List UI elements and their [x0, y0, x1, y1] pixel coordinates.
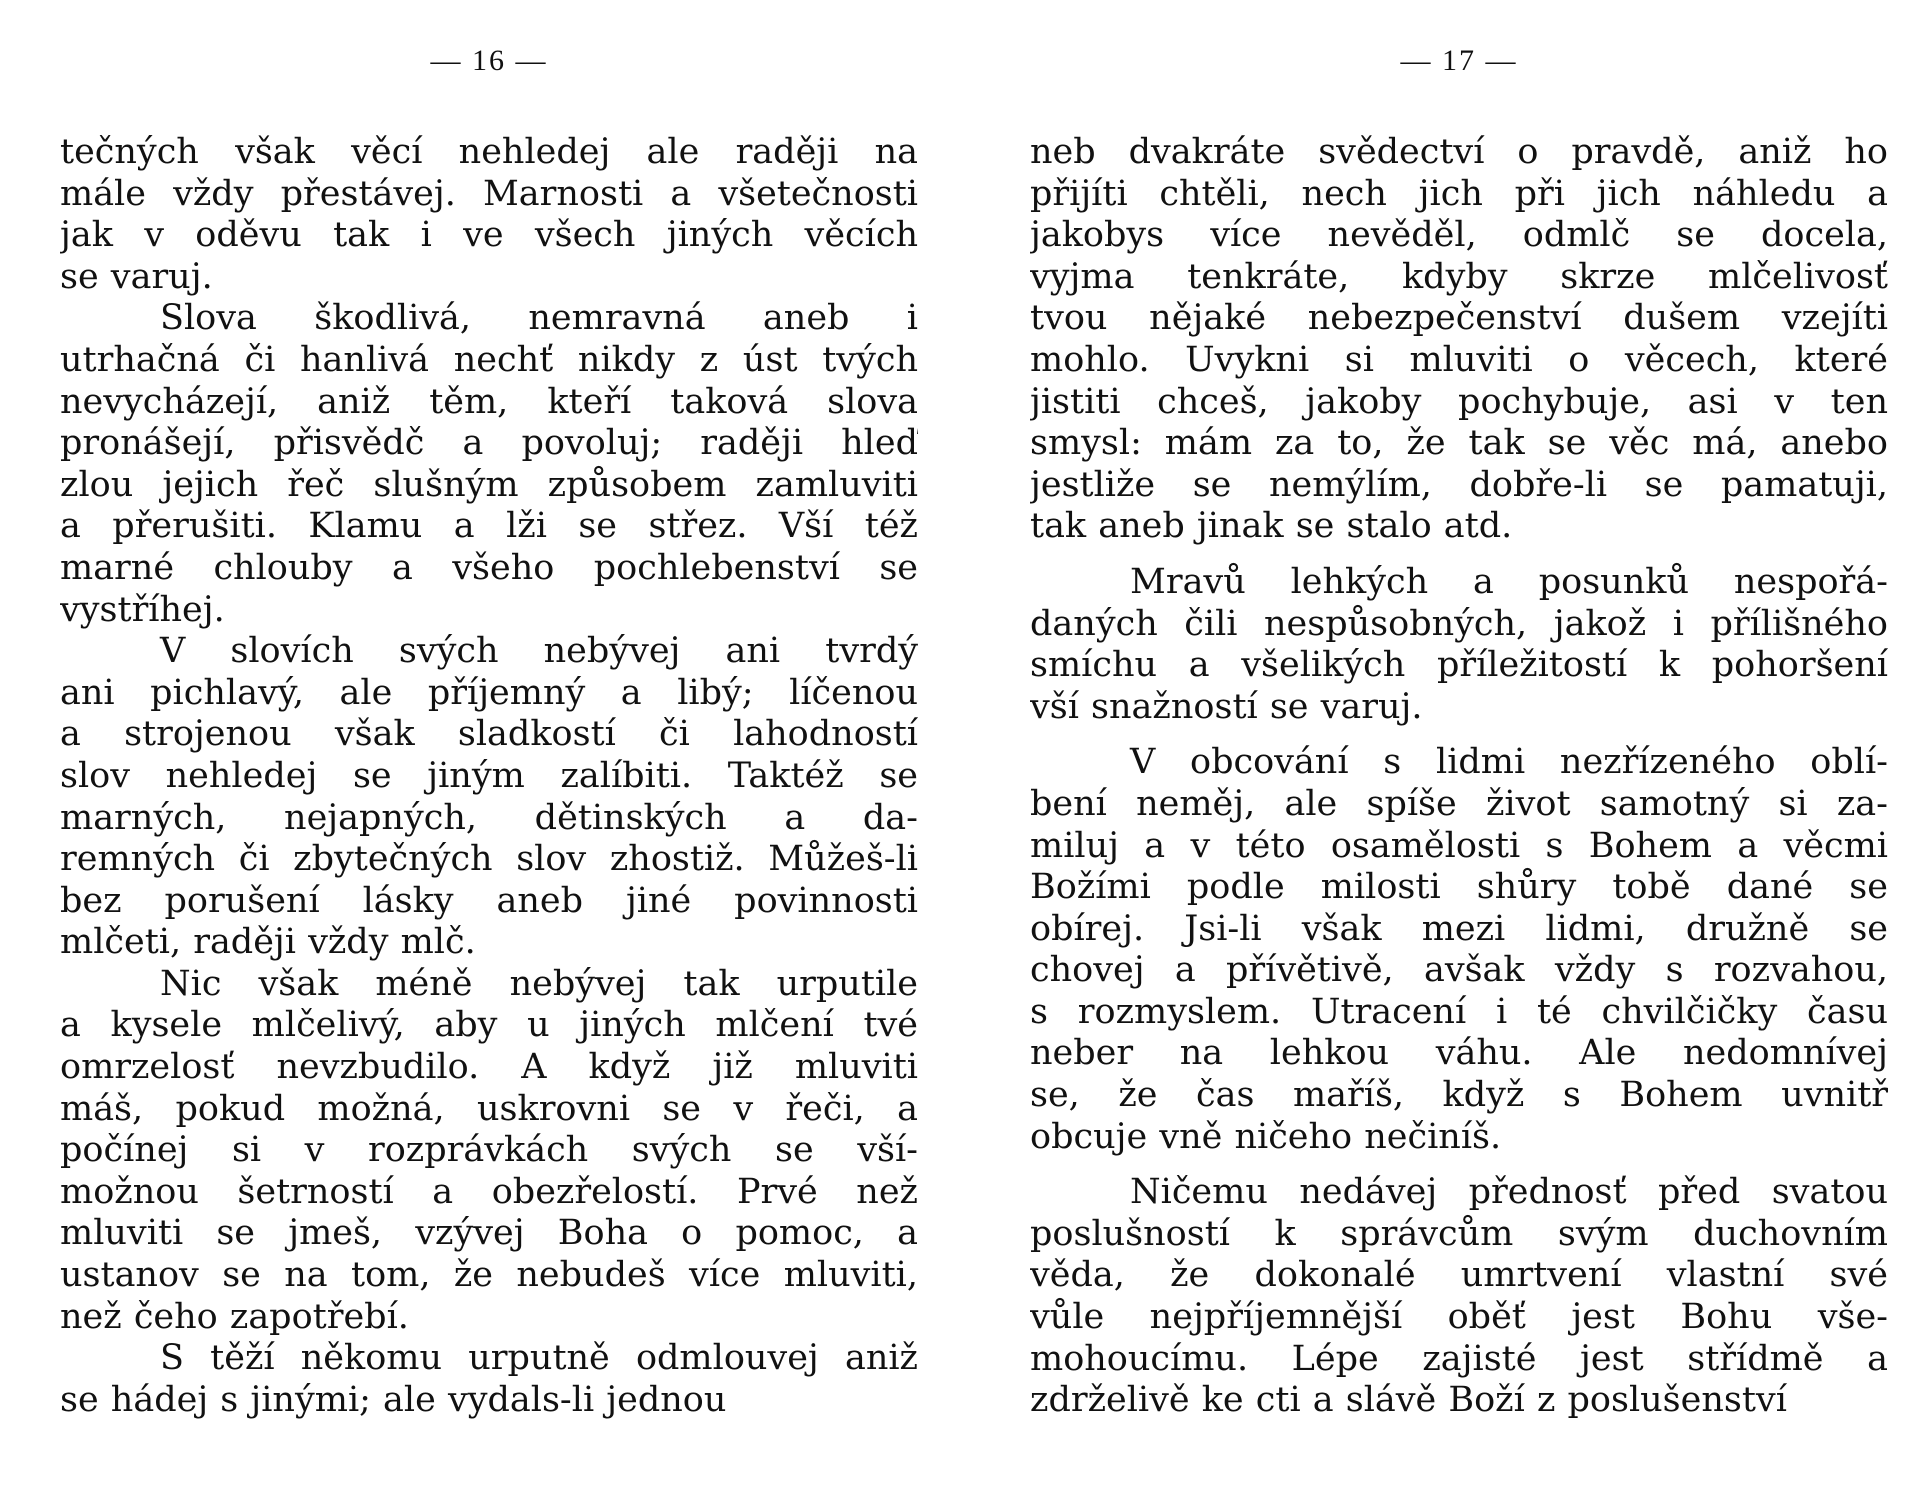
text-line: vystříhej. — [60, 589, 225, 630]
right-page-text — [1030, 132, 1888, 1422]
text-line: Slova škodlivá, nemravná aneb i — [160, 298, 918, 339]
text-line: bení neměj, ale spíše život samotný si za- — [1030, 783, 1888, 824]
paragraph — [1030, 562, 1888, 728]
text-line: S těží někomu urputně odmlouvej aniž — [160, 1338, 918, 1379]
text-line: marných, nejapných, dětinských a da- — [60, 797, 918, 838]
text-line: neber na lehkou váhu. Ale nedomnívej — [1030, 1033, 1888, 1074]
text-line: jak v oděvu tak i ve všech jiných věcích — [60, 215, 918, 256]
paragraph — [1030, 132, 1888, 548]
left-page — [60, 0, 918, 1500]
text-line: než čeho zapotřebí. — [60, 1296, 409, 1337]
text-line: mohlo. Uvykni si mluviti o věcech, které — [1030, 339, 1888, 380]
text-line: V slovích svých nebývej ani tvrdý — [160, 631, 918, 672]
left-page-text — [60, 132, 918, 1421]
text-line: smysl: mám za to, že tak se věc má, anebo — [1030, 423, 1888, 464]
text-line: miluj a v této osamělosti s Bohem a věcmi — [1030, 825, 1888, 866]
text-line: chovej a přívětivě, avšak vždy s rozvahou, — [1030, 950, 1888, 991]
paragraph — [1030, 742, 1888, 1158]
text-line: přijíti chtěli, nech jich při jich náhledu a — [1030, 173, 1888, 214]
right-page-number: — 17 — — [1400, 44, 1518, 77]
text-line: slov nehledej se jiným zalíbiti. Taktéž se — [60, 755, 918, 796]
text-line: V obcování s lidmi nezřízeného oblí- — [1130, 742, 1888, 783]
text-line: a strojenou však sladkostí či lahodností — [60, 714, 918, 755]
text-line: máš, pokud možná, uskrovni se v řeči, a — [60, 1088, 918, 1129]
text-line: utrhačná či hanlivá nechť nikdy z úst tvých — [60, 339, 918, 380]
text-line: smíchu a všelikých příležitostí k pohoršení — [1030, 645, 1888, 686]
paragraph — [60, 1338, 918, 1421]
text-line: Božími podle milosti shůry tobě dané se — [1030, 867, 1888, 908]
left-page-number: — 16 — — [430, 44, 548, 77]
text-line: počínej si v rozprávkách svých se vší- — [60, 1130, 918, 1171]
text-line: se hádej s jinými; ale vydals-li jednou — [60, 1379, 727, 1420]
paragraph-gap — [1030, 548, 1888, 562]
text-line: věda, že dokonalé umrtvení vlastní své — [1030, 1255, 1888, 1296]
text-line: tečných však věcí nehledej ale raději na — [60, 132, 918, 172]
text-line: s rozmyslem. Utracení i té chvilčičky času — [1030, 991, 1888, 1032]
paragraph — [60, 298, 918, 631]
text-line: se, že čas maříš, když s Bohem uvnitř — [1030, 1075, 1888, 1116]
text-line: jistiti chceš, jakoby pochybuje, asi v ten — [1030, 381, 1888, 422]
text-line: vší snažností se varuj. — [1030, 686, 1423, 727]
text-line: se varuj. — [60, 256, 213, 297]
paragraph — [60, 631, 918, 964]
text-line: tak aneb jinak se stalo atd. — [1030, 506, 1513, 547]
text-line: tvou nějaké nebezpečenství dušem vzejíti — [1030, 298, 1888, 339]
text-line: bez porušení lásky aneb jiné povinnosti — [60, 880, 918, 921]
text-line: možnou šetrností a obezřelostí. Prvé než — [60, 1171, 918, 1212]
paragraph — [1030, 1172, 1888, 1422]
text-line: Nic však méně nebývej tak urputile — [160, 963, 918, 1004]
text-line: obcuje vně ničeho nečiníš. — [1030, 1116, 1502, 1157]
text-line: a kysele mlčelivý, aby u jiných mlčení tvé — [60, 1005, 918, 1046]
text-line: vyjma tenkráte, kdyby skrze mlčelivosť — [1030, 256, 1888, 297]
text-line: mluviti se jmeš, vzývej Boha o pomoc, a — [60, 1213, 918, 1254]
text-line: mále vždy přestávej. Marnosti a všetečnosti — [60, 173, 918, 214]
text-line: zlou jejich řeč slušným způsobem zamluviti — [60, 464, 918, 505]
paragraph — [60, 132, 918, 298]
text-line: nevycházejí, aniž těm, kteří taková slova — [60, 381, 918, 422]
text-line: mlčeti, raději vždy mlč. — [60, 922, 476, 963]
paragraph — [60, 964, 918, 1338]
text-line: jakobys více nevěděl, odmlč se docela, — [1030, 215, 1888, 256]
text-line: Mravů lehkých a posunků nespořá- — [1130, 561, 1888, 602]
paragraph-gap — [1030, 728, 1888, 742]
text-line: daných čili nespůsobných, jakož i přílišného — [1030, 603, 1888, 644]
text-line: omrzelosť nevzbudilo. A když již mluviti — [60, 1047, 918, 1088]
text-line: obírej. Jsi-li však mezi lidmi, družně se — [1030, 908, 1888, 949]
text-line: zdrželivě ke cti a slávě Boží z poslušenství — [1030, 1380, 1787, 1421]
text-line: jestliže se nemýlím, dobře-li se pamatuji, — [1030, 464, 1888, 505]
text-line: remných či zbytečných slov zhostiž. Můžeš-li — [60, 839, 918, 880]
text-line: mohoucímu. Lépe zajisté jest střídmě a — [1030, 1338, 1888, 1379]
text-line: ustanov se na tom, že nebudeš více mluviti, — [60, 1255, 918, 1296]
text-line: neb dvakráte svědectví o pravdě, aniž ho — [1030, 132, 1888, 172]
text-line: pronášejí, přisvědč a povoluj; raději hleď — [60, 423, 918, 464]
text-line: a přerušiti. Klamu a lži se střez. Vší též — [60, 506, 918, 547]
text-line: Ničemu nedávej přednosť před svatou — [1130, 1172, 1888, 1213]
paragraph-gap — [1030, 1158, 1888, 1172]
text-line: marné chlouby a všeho pochlebenství se — [60, 547, 918, 588]
text-line: ani pichlavý, ale příjemný a libý; líčenou — [60, 672, 918, 713]
text-line: poslušností k správcům svým duchovním — [1030, 1213, 1888, 1254]
right-page — [1030, 0, 1888, 1500]
text-line: vůle nejpříjemnější oběť jest Bohu vše- — [1030, 1297, 1888, 1338]
